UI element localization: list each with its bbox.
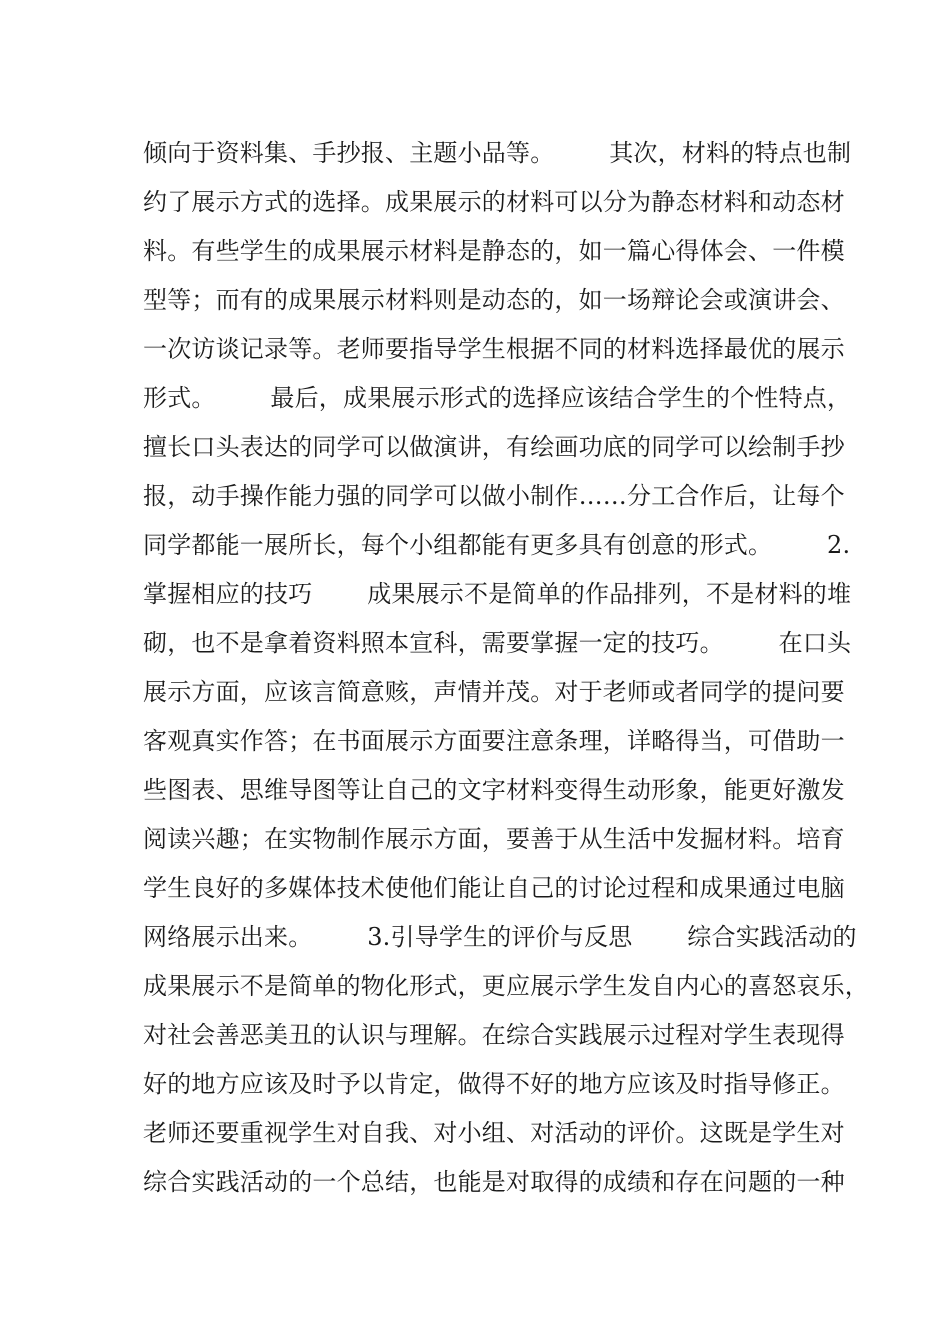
- text-line: 约了展示方式的选择。成果展示的材料可以分为静态材料和动态材: [143, 188, 845, 216]
- text-line: 成果展示不是简单的物化形式，更应展示学生发自内心的喜怒哀乐，: [143, 972, 869, 1000]
- text-line: 同学都能一展所长，每个小组都能有更多具有创意的形式。 2.: [143, 531, 851, 559]
- body-text: [143, 133, 869, 1211]
- text-line: 擅长口头表达的同学可以做演讲，有绘画功底的同学可以绘制手抄: [143, 433, 845, 461]
- text-line: 料。有些学生的成果展示材料是静态的，如一篇心得体会、一件模: [143, 237, 845, 265]
- text-line: 掌握相应的技巧 成果展示不是简单的作品排列，不是材料的堆: [143, 580, 852, 608]
- text-line: 型等；而有的成果展示材料则是动态的，如一场辩论会或演讲会、: [143, 286, 845, 314]
- text-line: 网络展示出来。 3.引导学生的评价与反思 综合实践活动的: [143, 923, 857, 951]
- text-line: 一次访谈记录等。老师要指导学生根据不同的材料选择最优的展示: [143, 335, 845, 363]
- text-line: 对社会善恶美丑的认识与理解。在综合实践展示过程对学生表现得: [143, 1021, 845, 1049]
- text-line: 老师还要重视学生对自我、对小组、对活动的评价。这既是学生对: [143, 1119, 845, 1147]
- text-line: 展示方面，应该言简意赅，声情并茂。对于老师或者同学的提问要: [143, 678, 845, 706]
- text-line: 砌，也不是拿着资料照本宣科，需要掌握一定的技巧。 在口头: [143, 629, 852, 657]
- text-line: 好的地方应该及时予以肯定，做得不好的地方应该及时指导修正。: [143, 1070, 845, 1098]
- text-line: 学生良好的多媒体技术使他们能让自己的讨论过程和成果通过电脑: [143, 874, 845, 902]
- text-line: 阅读兴趣；在实物制作展示方面，要善于从生活中发掘材料。培育: [143, 825, 845, 853]
- text-line: 报，动手操作能力强的同学可以做小制作……分工合作后，让每个: [143, 482, 845, 510]
- text-line: 综合实践活动的一个总结，也能是对取得的成绩和存在问题的一种: [143, 1168, 845, 1196]
- text-line: 倾向于资料集、手抄报、主题小品等。 其次，材料的特点也制: [143, 139, 852, 167]
- text-line: 客观真实作答；在书面展示方面要注意条理，详略得当，可借助一: [143, 727, 845, 755]
- text-line: 形式。 最后，成果展示形式的选择应该结合学生的个性特点，: [143, 384, 852, 412]
- text-line: 些图表、思维导图等让自己的文字材料变得生动形象，能更好激发: [143, 776, 845, 804]
